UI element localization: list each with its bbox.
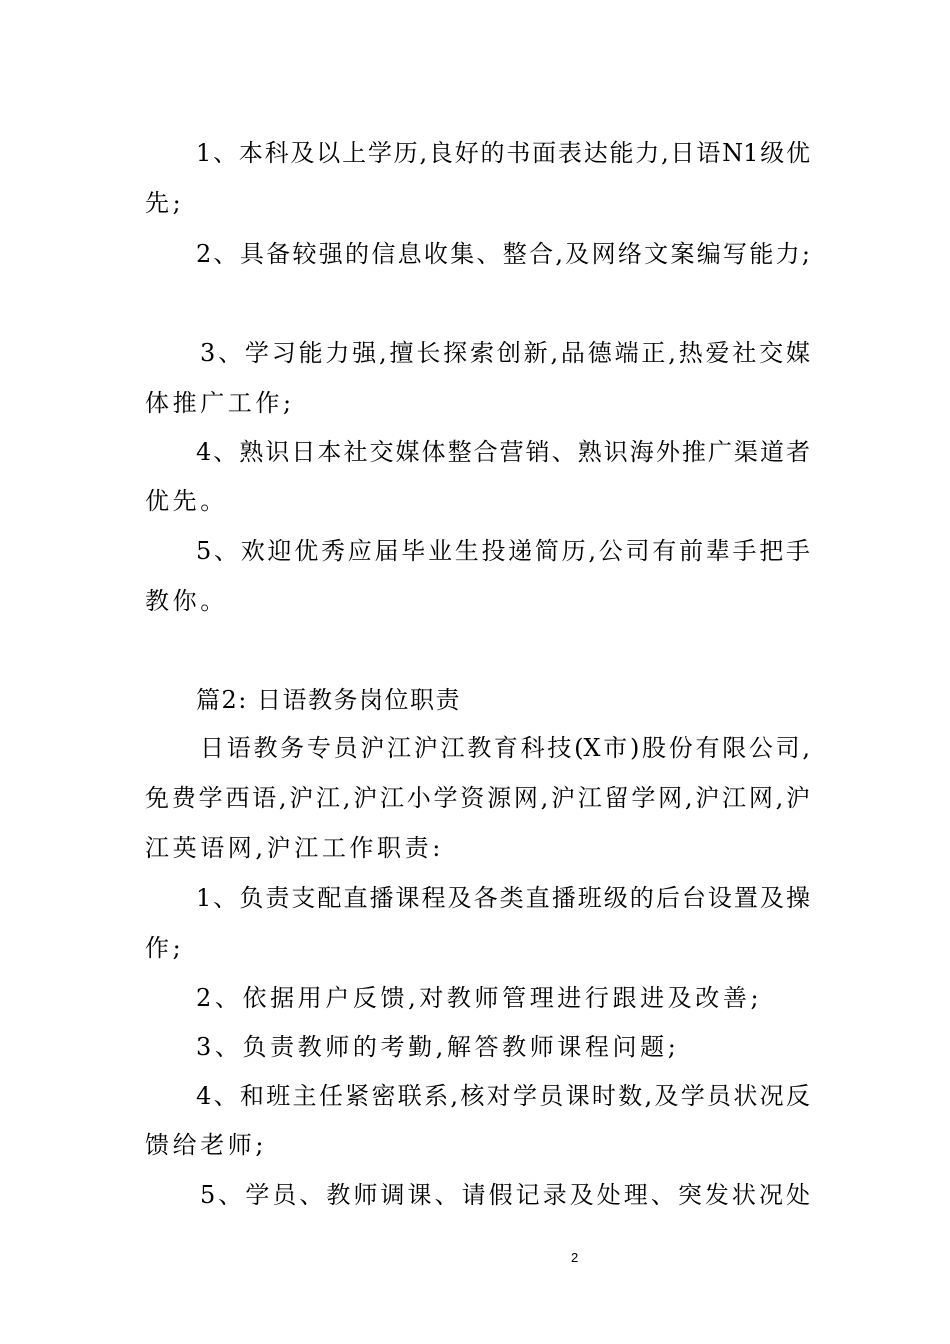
- requirement-4-line-1: 4、熟识日本社交媒体整合营销、熟识海外推广渠道者: [196, 438, 810, 466]
- company-intro-line-2: 免费学西语,沪江,沪江小学资源网,沪江留学网,沪江网,沪: [145, 784, 810, 812]
- requirement-1-line-1: 1、本科及以上学历,良好的书面表达能力,日语N1级优: [196, 139, 810, 167]
- requirement-3-line-2: 体推广工作;: [145, 389, 295, 417]
- duty-2-line: 2、依据用户反馈,对教师管理进行跟进及改善;: [196, 984, 763, 1012]
- company-intro-line-3: 江英语网,沪江工作职责:: [145, 834, 444, 862]
- company-intro-line-1: 日语教务专员沪江沪江教育科技(X市)股份有限公司,: [200, 734, 810, 762]
- duty-4-line-2: 馈给老师;: [145, 1131, 268, 1159]
- requirement-2-line: 2、具备较强的信息收集、整合,及网络文案编写能力;: [196, 240, 810, 268]
- requirement-1-line-2: 先;: [145, 189, 185, 217]
- duty-1-line-1: 1、负责支配直播课程及各类直播班级的后台设置及操: [196, 884, 810, 912]
- requirement-3-line-1: 3、学习能力强,擅长探索创新,品德端正,热爱社交媒: [200, 339, 810, 367]
- duty-1-line-2: 作;: [145, 934, 185, 962]
- section-heading: 篇2: 日语教务岗位职责: [196, 686, 461, 714]
- page-number: 2: [571, 1250, 579, 1265]
- requirement-5-line-1: 5、欢迎优秀应届毕业生投递简历,公司有前辈手把手: [196, 537, 810, 565]
- duty-5-line-1: 5、学员、教师调课、请假记录及处理、突发状况处: [200, 1181, 810, 1209]
- requirement-5-line-2: 教你。: [145, 587, 228, 615]
- duty-3-line: 3、负责教师的考勤,解答教师课程问题;: [196, 1033, 680, 1061]
- duty-4-line-1: 4、和班主任紧密联系,核对学员课时数,及学员状况反: [196, 1082, 810, 1110]
- requirement-4-line-2: 优先。: [145, 487, 228, 515]
